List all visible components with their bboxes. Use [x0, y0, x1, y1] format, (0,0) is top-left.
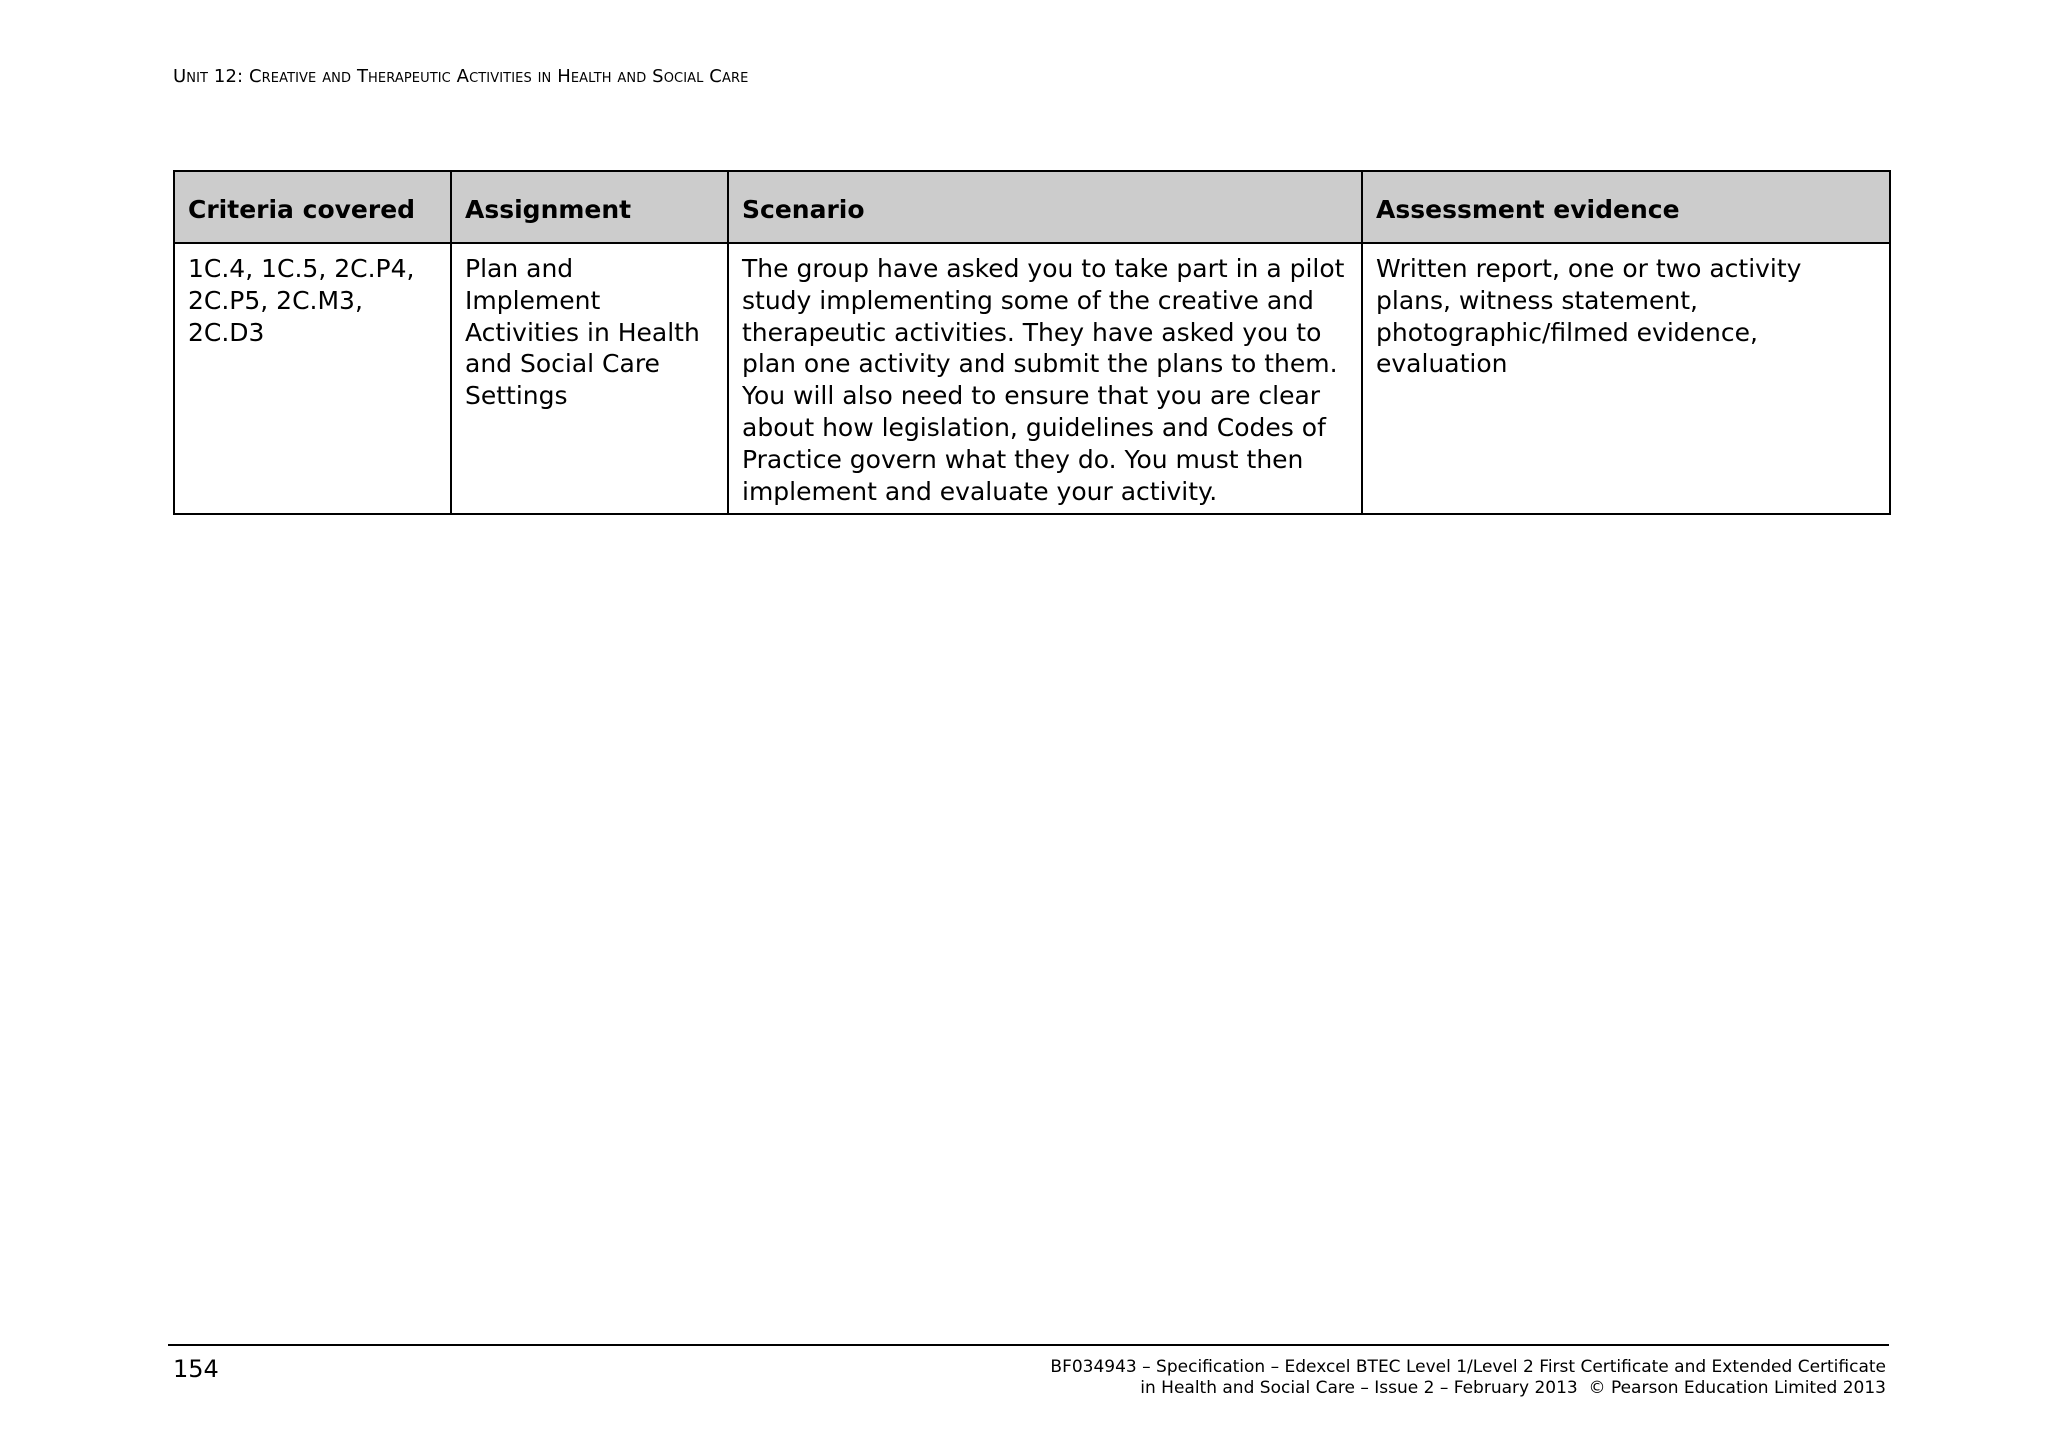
column-header-assignment: Assignment: [451, 171, 728, 243]
table-row: [174, 243, 1890, 514]
footer-citation: [1050, 1357, 1886, 1399]
column-header-evidence: Assessment evidence: [1362, 171, 1890, 243]
running-header: Unit 12: Creative and Therapeutic Activities in Health and Social Care: [173, 66, 749, 87]
cell-scenario: The group have asked you to take part in a pilot study implementing some of the creative and therapeutic activities. They have asked you to plan one activity and submit the plans to them. You will also need to ensure that you are clear about how legislation, guidelines and Codes of Practice govern what they do. You must then implement and evaluate your activity.: [728, 243, 1362, 514]
column-header-scenario: Scenario: [728, 171, 1362, 243]
table-header-row: [174, 171, 1890, 243]
footer-divider: [168, 1344, 1889, 1346]
column-header-criteria: Criteria covered: [174, 171, 451, 243]
page-number: 154: [173, 1355, 219, 1383]
footer-line-2: in Health and Social Care – Issue 2 – February 2013 © Pearson Education Limited 2013: [1140, 1378, 1886, 1398]
cell-assessment-evidence: Written report, one or two activity plans, witness statement, photographic/filmed evidence, evaluation: [1362, 243, 1890, 514]
cell-criteria-covered: 1C.4, 1C.5, 2C.P4, 2C.P5, 2C.M3, 2C.D3: [174, 243, 451, 514]
footer-line-1: BF034943 – Specification – Edexcel BTEC Level 1/Level 2 First Certificate and Extended Certificate: [1050, 1357, 1886, 1377]
cell-assignment: Plan and Implement Activities in Health and Social Care Settings: [451, 243, 728, 514]
assessment-table: [173, 170, 1891, 515]
